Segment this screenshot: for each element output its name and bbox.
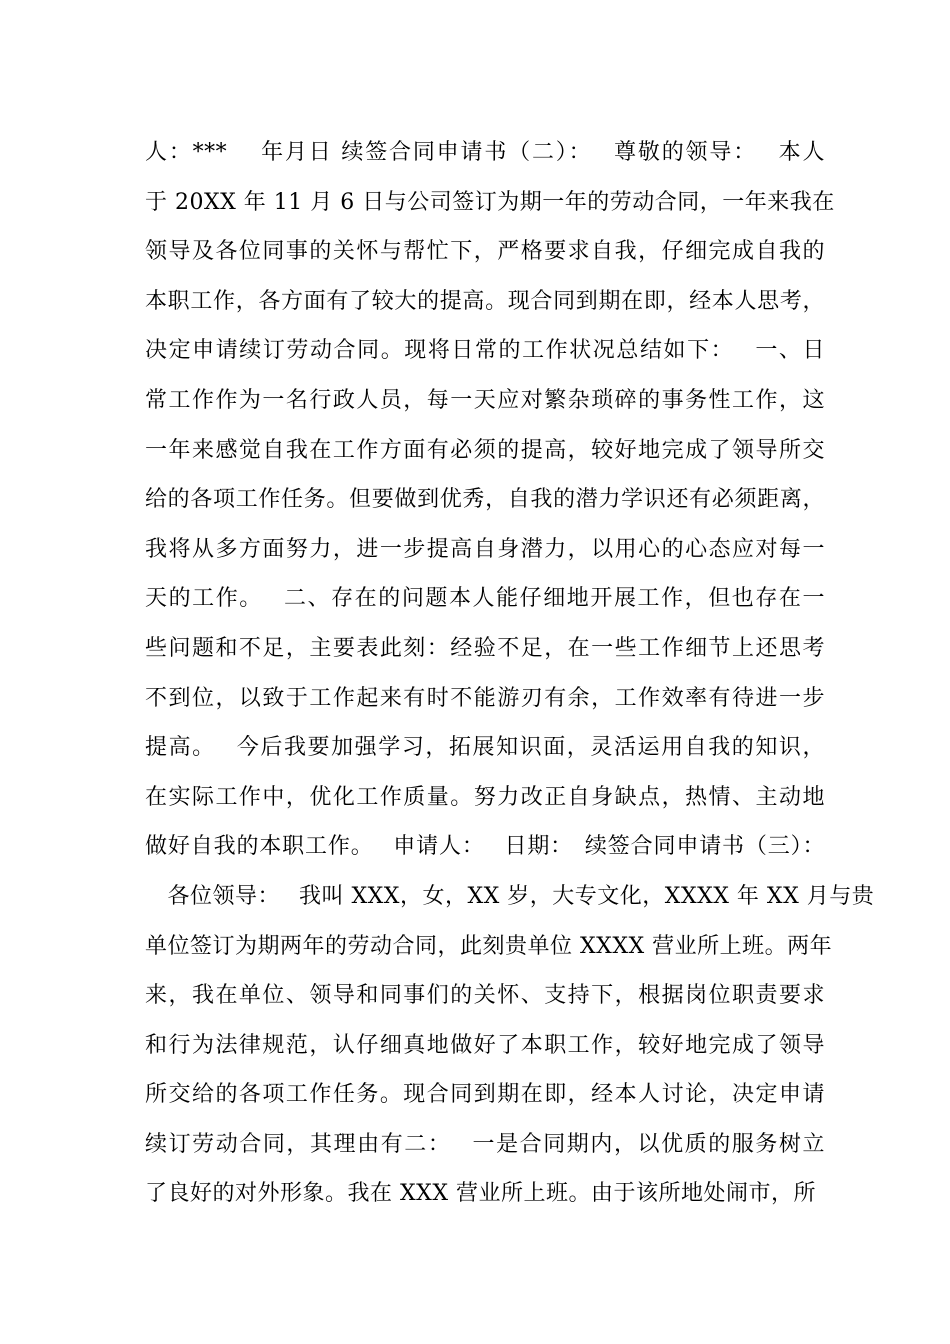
text-line: 做好自我的本职工作。 申请人： 日期： 续签合同申请书（三）： (145, 834, 825, 860)
document-body (145, 128, 875, 1219)
text-line: 各位领导： 我叫 XXX，女，XX 岁，大专文化，XXXX 年 XX 月与贵 (145, 883, 875, 909)
text-line: 领导及各位同事的关怀与帮忙下，严格要求自我，仔细完成自我的 (145, 239, 825, 265)
text-line: 些问题和不足，主要表此刻：经验不足，在一些工作细节上还思考 (145, 635, 825, 661)
text-line: 续订劳动合同，其理由有二： 一是合同期内，以优质的服务树立 (145, 1131, 825, 1157)
text-line: 不到位，以致于工作起来有时不能游刃有余，工作效率有待进一步 (145, 685, 825, 711)
text-line: 提高。 今后我要加强学习，拓展知识面，灵活运用自我的知识， (145, 735, 825, 761)
text-line: 一年来感觉自我在工作方面有必须的提高，较好地完成了领导所交 (145, 437, 825, 463)
text-line: 人：*** 年月日 续签合同申请书（二）： 尊敬的领导： 本人 (145, 140, 825, 165)
text-line: 在实际工作中，优化工作质量。努力改正自身缺点，热情、主动地 (145, 784, 825, 810)
text-line: 所交给的各项工作任务。现合同到期在即，经本人讨论，决定申请 (145, 1082, 825, 1108)
text-line: 天的工作。 二、存在的问题本人能仔细地开展工作，但也存在一 (145, 586, 825, 612)
text-line: 本职工作，各方面有了较大的提高。现合同到期在即，经本人思考， (145, 288, 825, 314)
text-line: 决定申请续订劳动合同。现将日常的工作状况总结如下： 一、日 (145, 338, 825, 364)
text-line: 于 20XX 年 11 月 6 日与公司签订为期一年的劳动合同，一年来我在 (145, 189, 835, 215)
text-line: 了良好的对外形象。我在 XXX 营业所上班。由于该所地处闹市，所 (145, 1181, 816, 1207)
text-line: 单位签订为期两年的劳动合同，此刻贵单位 XXXX 营业所上班。两年 (145, 933, 833, 959)
text-line: 和行为法律规范，认仔细真地做好了本职工作，较好地完成了领导 (145, 1032, 825, 1058)
text-line: 常工作作为一名行政人员，每一天应对繁杂琐碎的事务性工作，这 (145, 387, 825, 413)
text-line: 来，我在单位、领导和同事们的关怀、支持下，根据岗位职责要求 (145, 983, 825, 1009)
text-line: 给的各项工作任务。但要做到优秀，自我的潜力学识还有必须距离， (145, 487, 825, 513)
text-line: 我将从多方面努力，进一步提高自身潜力，以用心的心态应对每一 (145, 536, 825, 562)
